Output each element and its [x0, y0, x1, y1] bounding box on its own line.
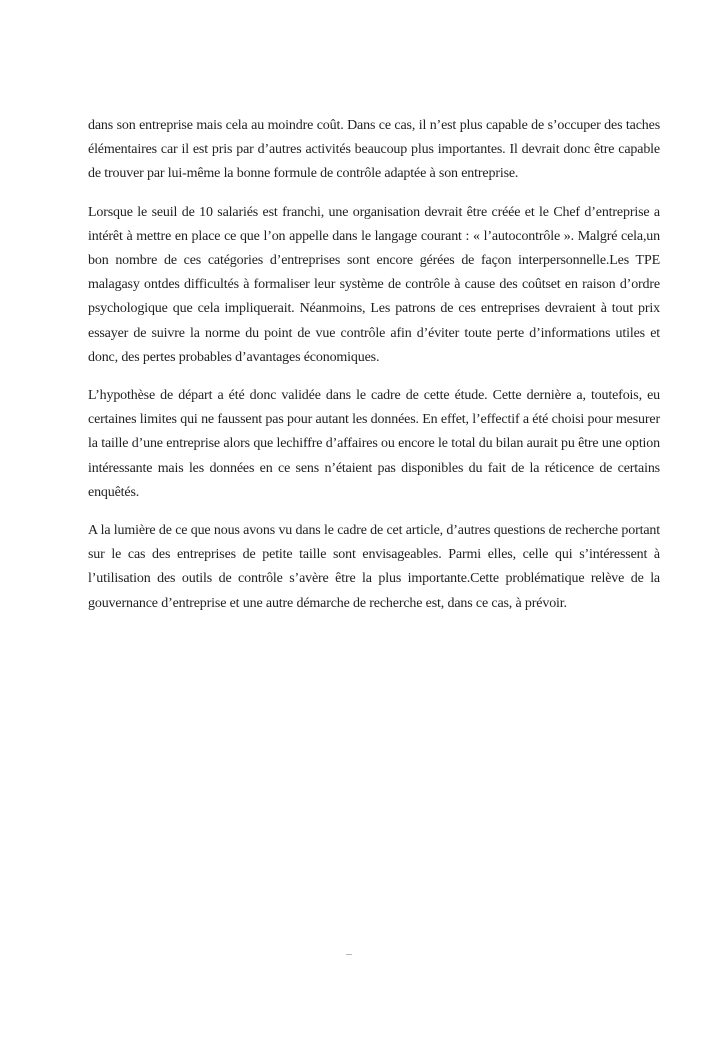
document-body [88, 114, 660, 630]
paragraph: dans son entreprise mais cela au moindre coût. Dans ce cas, il n’est plus capable de s’occuper des taches élémentaires car il est pris par d’autres activités beaucoup plus importantes. Il devrait donc être capable de trouver par lui-même la bonne formule de contrôle adaptée à son entreprise. [88, 118, 660, 182]
paragraph: A la lumière de ce que nous avons vu dans le cadre de cet article, d’autres questions de recherche portant sur le cas des entreprises de petite taille sont envisageables. Parmi elles, celle qui s’intéressent à l’utilisation des outils de contrôle s’avère être la plus importante.Cette problématique relève de la gouvernance d’entreprise et une autre démarche de recherche est, dans ce cas, à prévoir. [88, 523, 660, 611]
paragraph: L’hypothèse de départ a été donc validée dans le cadre de cette étude. Cette dernière a, toutefois, eu certaines limites qui ne faussent pas pour autant les données. En effet, l’effectif a été choisi pour mesurer la taille d’une entreprise alors que lechiffre d’affaires ou encore le total du bilan aurait pu être une option intéressante mais les données en ce sens n’étaient pas disponibles du fait de la réticence de certains enquêtés. [88, 388, 660, 500]
scan-mark [346, 954, 352, 955]
paragraph: Lorsque le seuil de 10 salariés est franchi, une organisation devrait être créée et le Chef d’entreprise a intérêt à mettre en place ce que l’on appelle dans le langage courant : « l’autocontrôle ». Malgré cela,un bon nombre de ces catégories d’entreprises sont encore gérées de façon interpersonnelle.Les TPE malagasy ontdes difficultés à formaliser leur système de contrôle à cause des coûtset en raison d’ordre psychologique que cela impliquerait. Néanmoins, Les patrons de ces entreprises devraient à tout prix essayer de suivre la norme du point de vue contrôle afin d’éviter toute perte d’informations utiles et donc, des pertes probables d’avantages économiques. [88, 204, 660, 365]
